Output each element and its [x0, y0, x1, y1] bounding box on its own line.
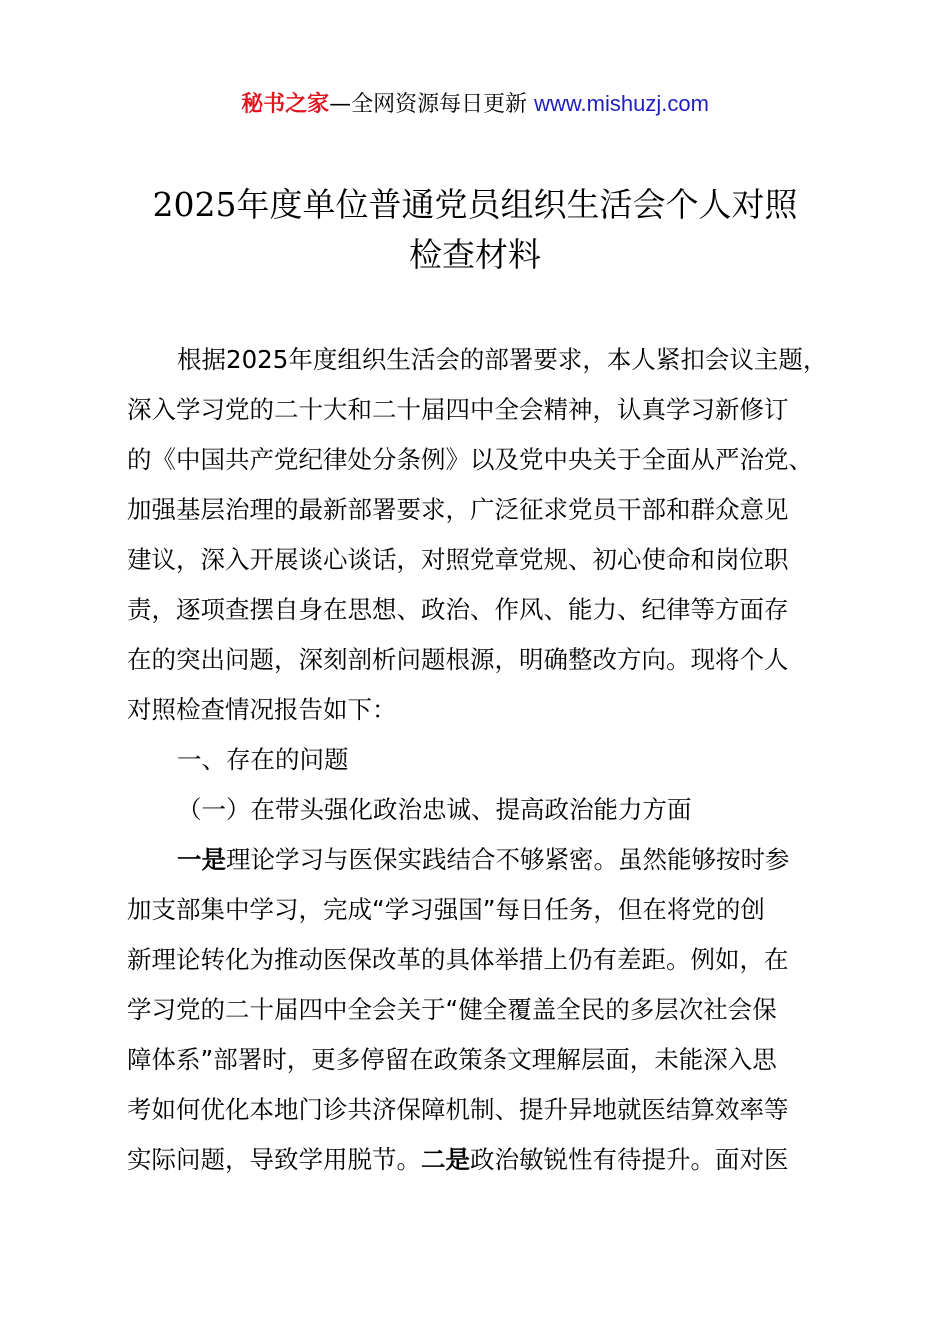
point-1-line: 考如何优化本地门诊共济保障机制、提升异地就医结算效率等	[127, 1095, 789, 1124]
point-1-line: 新理论转化为推动医保改革的具体举措上仍有差距。例如，在	[127, 945, 789, 974]
point-1-label: 一是	[177, 845, 226, 874]
site-header	[0, 88, 950, 121]
intro-line: 对照检查情况报告如下：	[127, 695, 397, 724]
site-brand[interactable]: 秘书之家	[241, 92, 330, 117]
intro-line: 在的突出问题，深刻剖析问题根源，明确整改方向。现将个人	[127, 645, 789, 674]
intro-line: 加强基层治理的最新部署要求，广泛征求党员干部和群众意见	[127, 495, 789, 524]
section-heading: 一、存在的问题	[177, 745, 349, 774]
intro-line: 根据2025年度组织生活会的部署要求，本人紧扣会议主题，	[177, 345, 828, 374]
point-1-last-text: 实际问题，导致学用脱节。	[127, 1145, 421, 1174]
point-2-label: 二是	[421, 1145, 470, 1174]
point-1-line: 加支部集中学习，完成“学习强国”每日任务，但在将党的创	[127, 895, 765, 924]
point-1-first-line	[127, 835, 837, 885]
point-1-last-line	[127, 1135, 837, 1185]
title-line-1: 2025年度单位普通党员组织生活会个人对照	[152, 185, 798, 224]
intro-line: 建议，深入开展谈心谈话，对照党章党规、初心使命和岗位职	[127, 545, 789, 574]
document-title	[100, 180, 850, 280]
site-slogan: —全网资源每日更新	[329, 92, 535, 117]
point-1-first-text: 理论学习与医保实践结合不够紧密。虽然能够按时参	[226, 845, 790, 874]
subsection-heading: （一）在带头强化政治忠诚、提高政治能力方面	[177, 795, 692, 824]
point-1-line: 障体系”部署时，更多停留在政策条文理解层面，未能深入思	[127, 1045, 777, 1074]
point-1-line: 学习党的二十届四中全会关于“健全覆盖全民的多层次社会保	[127, 995, 777, 1024]
site-url-link[interactable]: www.mishuzj.com	[534, 91, 709, 116]
intro-line: 深入学习党的二十大和二十届四中全会精神，认真学习新修订	[127, 395, 789, 424]
title-line-2: 检查材料	[409, 235, 541, 274]
intro-line: 责，逐项查摆自身在思想、政治、作风、能力、纪律等方面存	[127, 595, 789, 624]
intro-line: 的《中国共产党纪律处分条例》以及党中央关于全面从严治党、	[127, 445, 813, 474]
document-body	[127, 335, 837, 1185]
point-2-text: 政治敏锐性有待提升。面对医	[470, 1145, 789, 1174]
